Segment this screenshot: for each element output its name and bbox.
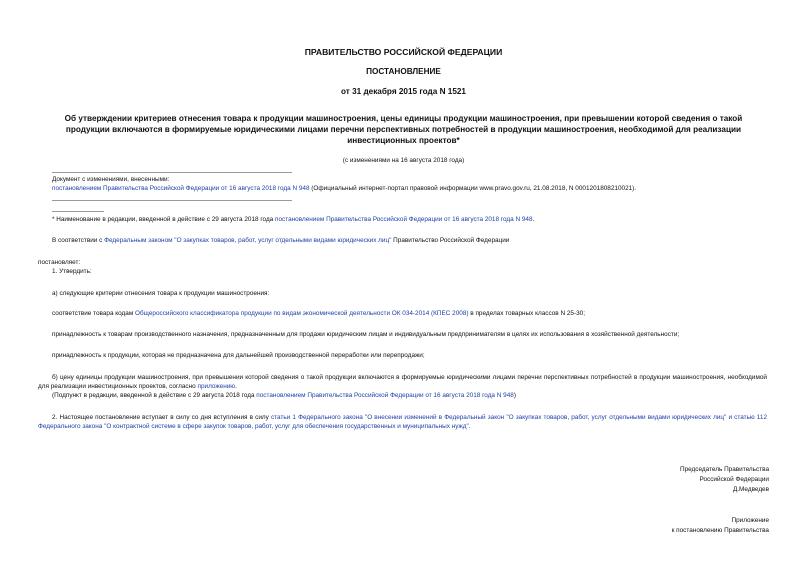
appendix-link[interactable]: приложению bbox=[197, 383, 236, 390]
item-2 bbox=[38, 413, 767, 431]
criterion-3: принадлежность к продукции, которая не предназначена для дальнейшей производственной переработки или перепродажи; bbox=[52, 352, 425, 359]
item-2-prefix: 2. Настоящее постановление вступает в силу со дня вступления в силу bbox=[52, 414, 271, 421]
item-2-suffix: . bbox=[468, 423, 471, 430]
document-title: Об утверждении критериев отнесения товара к продукции машиностроения, цены единицы продукции машиностроения, при превышении которой сведения о такой продукции включаются в формируемые юридическими лицами перечни перспективных потребностей в продукции машиностроения, необходимой для реализации инвестиционных проектов* bbox=[64, 114, 743, 145]
criterion-1-suffix: в пределах товарных классов N 25-30; bbox=[468, 310, 585, 317]
appendix-label: Приложение bbox=[731, 517, 769, 524]
footnote-prefix: * Наименование в редакции, введенной в действие с 29 августа 2018 года bbox=[52, 216, 276, 223]
criterion-1 bbox=[52, 310, 762, 318]
preamble-prefix: В соответствии с bbox=[52, 237, 105, 244]
item-1b-note-link[interactable]: постановлением Правительства Российской Федерации от 16 августа 2018 года N 948 bbox=[256, 392, 514, 399]
changes-link[interactable]: постановлением Правительства Российской Федерации от 16 августа 2018 года N 948 bbox=[52, 185, 310, 192]
criterion-1-prefix: соответствие товара кодам bbox=[52, 310, 136, 317]
preamble-link[interactable]: Федеральным законом "О закупках товаров, работ, услуг отдельными видами юридических лиц" bbox=[104, 237, 392, 244]
footnote-divider bbox=[52, 211, 104, 212]
changes-tail: (Официальный интернет-портал правовой информации www.pravo.gov.ru, 21.08.2018, N 0001201808210021). bbox=[309, 185, 637, 192]
classifier-link[interactable]: Общероссийского классификатора продукции по видам экономической деятельности ОК 034-2014 (КПЕС 2008) bbox=[135, 310, 469, 317]
document-type: ПОСТАНОВЛЕНИЕ bbox=[366, 67, 441, 76]
item-1: 1. Утвердить: bbox=[52, 268, 92, 275]
item-1b bbox=[38, 373, 767, 391]
federal-law-link[interactable]: статьи 1 Федерального закона "О внесении изменений в Федеральный закон "О закупках товаров, работ, услуг отдельными видами юридических лиц" и статью 112 Федерального закона "О контрактной системе в сфере закупок товаров, работ, услуг для обеспечения государственных и муниципальных нужд" bbox=[38, 414, 767, 430]
divider bbox=[52, 200, 292, 201]
changes-intro: Документ с изменениями, внесенными: bbox=[52, 176, 170, 183]
item-1b-text: б) цену единицы продукции машиностроения, при превышении которой сведения о такой продукции включаются в формируемые юридическими лицами перечни перспективных потребностей в продукции машиностроения, необходимой для реализации инвестиционных проектов, согласно bbox=[38, 374, 767, 390]
criterion-2: принадлежность к товарам производственного назначения, предназначенным для продажи юридическим лицам и индивидуальным предпринимателям в целях их использования в хозяйственной деятельности; bbox=[52, 331, 680, 338]
government-heading: ПРАВИТЕЛЬСТВО РОССИЙСКОЙ ФЕДЕРАЦИИ bbox=[304, 47, 503, 57]
item-1b-note bbox=[52, 392, 767, 400]
appendix-subtitle: к постановлению Правительства bbox=[671, 527, 769, 534]
changes-line bbox=[52, 185, 762, 193]
footnote-link[interactable]: постановлением Правительства Российской Федерации от 16 августа 2018 года N 948 bbox=[275, 216, 533, 223]
decides-label: постановляет: bbox=[38, 259, 81, 266]
item-1b-suffix: . bbox=[235, 383, 237, 390]
footnote-suffix: . bbox=[532, 216, 535, 223]
amendment-note: (с изменениями на 16 августа 2018 года) bbox=[342, 157, 465, 164]
signature-title: Председатель Правительства bbox=[680, 466, 769, 473]
signature-country: Российской Федерации bbox=[699, 476, 769, 483]
item-1a: а) следующие критерии отнесения товара к продукции машиностроения: bbox=[52, 290, 270, 297]
footnote bbox=[52, 216, 762, 224]
preamble bbox=[52, 237, 762, 245]
document-date-number: от 31 декабря 2015 года N 1521 bbox=[341, 87, 466, 96]
divider bbox=[52, 172, 292, 173]
item-1b-note-prefix: (Подпункт в редакции, введенной в действие с 29 августа 2018 года bbox=[52, 392, 257, 399]
signature-name: Д.Медведев bbox=[732, 486, 769, 493]
preamble-suffix: Правительство Российской Федерации bbox=[391, 237, 510, 244]
item-1b-note-suffix: ) bbox=[513, 392, 516, 399]
